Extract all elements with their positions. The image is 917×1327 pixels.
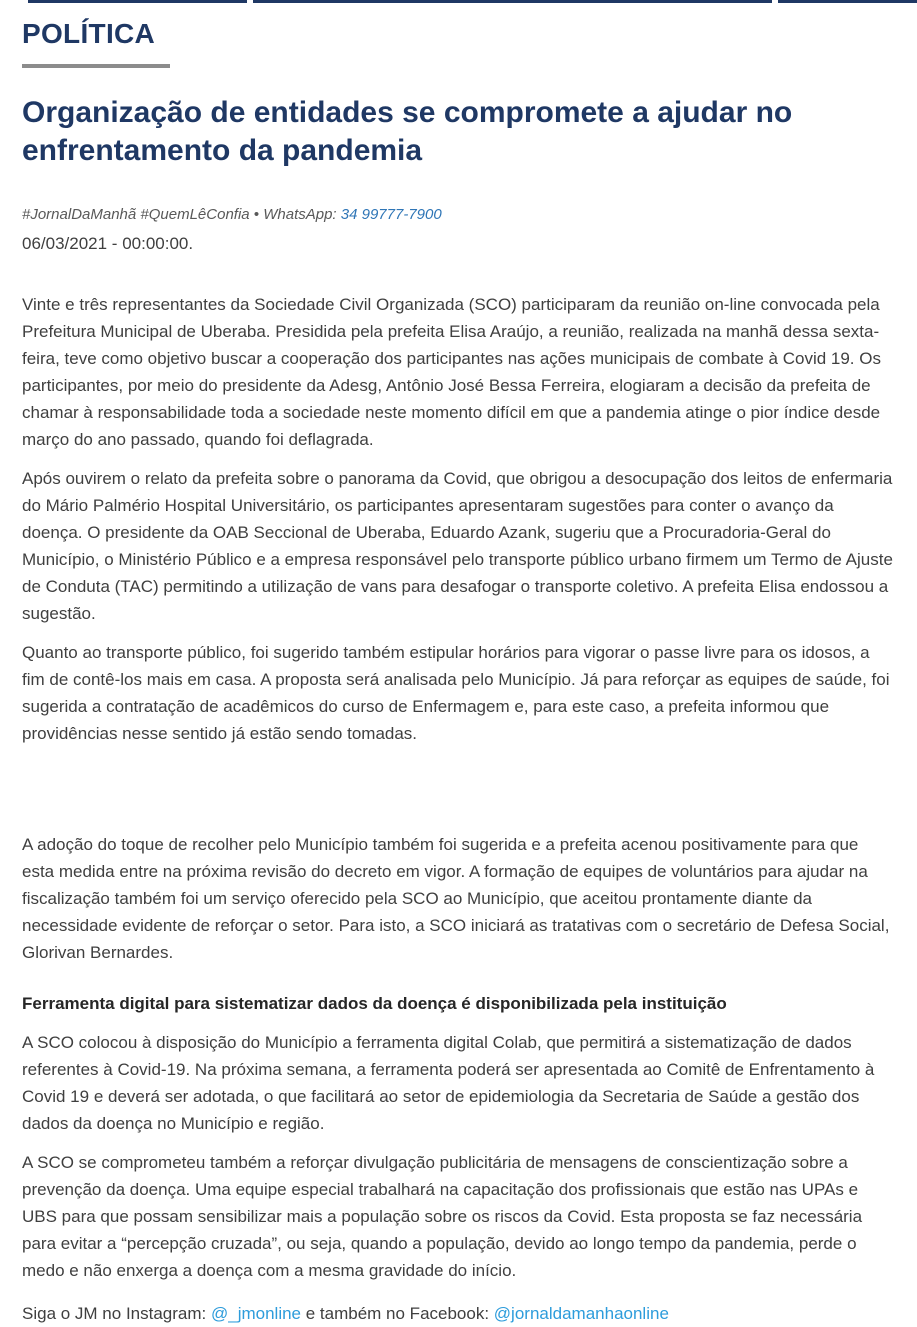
instagram-prefix-text: Siga o JM no Instagram: [22, 1304, 211, 1323]
paragraph: A adoção do toque de recolher pelo Município também foi sugerida e a prefeita acenou positivamente para que esta medida entre na próxima revisão do decreto em vigor. A formação de equipes de voluntários para ajudar na fiscalização também foi um serviço oferecido pela SCO ao Município, que aceitou prontamente diante da necessidade evidente de reforçar o setor. Para isto, a SCO iniciará as tratativas com o secretário de Defesa Social, Glorivan Bernardes. [22, 835, 890, 962]
section-divider [22, 64, 170, 68]
paragraph: A SCO se comprometeu também a reforçar divulgação publicitária de mensagens de conscientização sobre a prevenção da doença. Uma equipe especial trabalhará na capacitação dos profissionais que estão nas UPAs e UBS para que possam sensibilizar mais a população sobre os riscos da Covid. Esta proposta se faz necessária para evitar a “percepção cruzada”, ou seja, quando a população, devido ao longo tempo da pandemia, perde o medo e não enxerga a doença com a mesma gravidade do início. [22, 1153, 863, 1280]
whatsapp-number-link[interactable]: 34 99777-7900 [340, 206, 442, 223]
paragraph: Vinte e três representantes da Sociedade Civil Organizada (SCO) participaram da reunião on-line convocada pela Prefeitura Municipal de Uberaba. Presidida pela prefeita Elisa Araújo, a reunião, realizada na manhã dessa sexta-feira, teve como objetivo buscar a cooperação dos participantes nas ações municipais de combate à Covid 19. Os participantes, por meio do presidente da Adesg, Antônio José Bessa Ferreira, elogiaram a decisão da prefeita de chamar à responsabilidade toda a sociedade neste momento difícil em que a pandemia atinge o pior índice desde março do ano passado, quando foi deflagrada. [22, 295, 881, 449]
paragraph: A SCO colocou à disposição do Município a ferramenta digital Colab, que permitirá a sistematização de dados referentes à Covid-19. Na próxima semana, a ferramenta poderá ser apresentada ao Comitê de Enfrentamento à Covid 19 e deverá ser adotada, o que facilitará ao setor de epidemiologia da Secretaria de Saúde a gestão dos dados da doença no Município e região. [22, 1033, 875, 1133]
facebook-handle-link[interactable]: @jornaldamanhaonline [493, 1304, 669, 1323]
facebook-prefix-text: e também no Facebook: [301, 1304, 494, 1323]
article-headline: Organização de entidades se compromete a ajudar no enfrentamento da pandemia [22, 96, 793, 167]
article-subheading: Ferramenta digital para sistematizar dados da doença é disponibilizada pela instituição [22, 994, 727, 1013]
paragraph: Quanto ao transporte público, foi sugerido também estipular horários para vigorar o passe livre para os idosos, a fim de contê-los mais em casa. A proposta será analisada pelo Município. Já para reforçar as equipes de saúde, foi sugerida a contratação de acadêmicos do curso de Enfermagem e, para este caso, a prefeita informou que providências nesse sentido já estão sendo tomadas. [22, 643, 890, 743]
article-body [22, 291, 895, 1327]
section-heading-politica: POLÍTICA [22, 18, 156, 49]
empty-embed-placeholder [22, 759, 895, 831]
nav-bar-gap [247, 0, 253, 3]
cropped-nav-bar [28, 0, 917, 3]
hashtags-text: #JornalDaManhã #QuemLêConfia • WhatsApp: [22, 206, 341, 223]
instagram-handle-link[interactable]: @_jmonline [210, 1304, 302, 1323]
nav-bar-gap [772, 0, 778, 3]
publish-date: 06/03/2021 - 00:00:00. [22, 234, 194, 253]
social-follow-line [22, 1300, 895, 1327]
article-meta [22, 206, 895, 223]
paragraph: Após ouvirem o relato da prefeita sobre o panorama da Covid, que obrigou a desocupação dos leitos de enfermaria do Mário Palmério Hospital Universitário, os participantes apresentaram sugestões para conter o avanço da doença. O presidente da OAB Seccional de Uberaba, Eduardo Azank, sugeriu que a Procuradoria-Geral do Município, o Ministério Público e a empresa responsável pelo transporte público urbano firmem um Termo de Ajuste de Conduta (TAC) permitindo a utilização de vans para desafogar o transporte coletivo. A prefeita Elisa endossou a sugestão. [22, 469, 893, 623]
